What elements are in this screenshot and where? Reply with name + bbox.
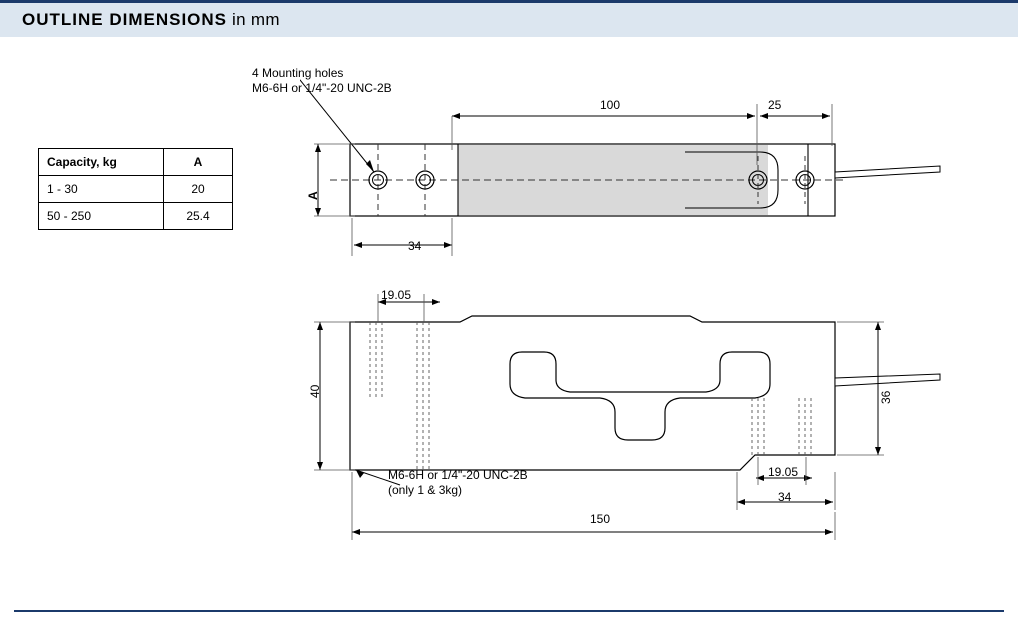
- section-header-bar: [0, 0, 1018, 37]
- cell-a-1: 20: [164, 176, 233, 203]
- dim-34-arrow-left: [354, 242, 362, 248]
- table-header-a: A: [164, 149, 233, 176]
- page-title: [22, 10, 280, 30]
- page-title-strong: OUTLINE DIMENSIONS: [22, 10, 228, 29]
- dim-1905-bottom-arrow-right: [804, 475, 812, 481]
- dim-36-arrow-top: [875, 322, 881, 330]
- table-header-row: [39, 149, 233, 176]
- dim-40-arrow-top: [317, 322, 323, 330]
- dim-1905-bottom-arrow-left: [756, 475, 764, 481]
- capacity-table: [38, 148, 233, 230]
- side-cable-outline: [835, 374, 940, 386]
- dim-label-150: 150: [590, 512, 611, 526]
- dim-40-arrow-bottom: [317, 462, 323, 470]
- top-view-svg: [300, 60, 1000, 280]
- top-view-drawing: [300, 60, 1000, 280]
- dim-36-arrow-bottom: [875, 447, 881, 455]
- dim-100-arrow-left: [452, 113, 460, 119]
- footer-divider: [14, 610, 1004, 612]
- cell-capacity-1: 1 - 30: [39, 176, 164, 203]
- dim-A-arrow-top: [315, 144, 321, 152]
- cell-a-2: 25.4: [164, 203, 233, 230]
- dim-150-arrow-right: [825, 529, 833, 535]
- dim-25-arrow-right: [822, 113, 830, 119]
- dim-label-34-bottom: 34: [778, 490, 792, 504]
- page-title-light: in mm: [227, 10, 280, 29]
- dim-label-36: 36: [879, 390, 893, 404]
- side-view-drawing: [300, 280, 1000, 550]
- dim-A-arrow-bottom: [315, 208, 321, 216]
- dim-25-arrow-left: [760, 113, 768, 119]
- callout-line-2: M6-6H or 1/4"-20 UNC-2B: [252, 81, 392, 95]
- dim-label-A: A: [306, 191, 320, 200]
- note-line-2: (only 1 & 3kg): [388, 483, 463, 497]
- dim-34-bottom-arrow-left: [737, 499, 745, 505]
- table-row: [39, 176, 233, 203]
- dim-1905-top-arrow-right: [432, 299, 440, 305]
- top-view-callout: [252, 66, 392, 96]
- callout-line-1: 4 Mounting holes: [252, 66, 344, 80]
- dim-label-25: 25: [768, 98, 782, 112]
- cable-outline: [835, 166, 940, 178]
- side-view-note: [388, 468, 528, 498]
- side-view-svg: [300, 280, 1000, 550]
- dim-label-100: 100: [600, 98, 621, 112]
- dim-34-bottom-arrow-right: [825, 499, 833, 505]
- dim-100-arrow-right: [747, 113, 755, 119]
- dim-34-arrow-right: [444, 242, 452, 248]
- dim-label-1905-top: 19.05: [381, 288, 412, 302]
- dim-150-arrow-left: [352, 529, 360, 535]
- table-row: [39, 203, 233, 230]
- dim-label-34-top: 34: [408, 239, 422, 253]
- cell-capacity-2: 50 - 250: [39, 203, 164, 230]
- note-line-1: M6-6H or 1/4"-20 UNC-2B: [388, 468, 528, 482]
- table-header-capacity: Capacity, kg: [39, 149, 164, 176]
- dim-label-1905-bottom: 19.05: [768, 465, 799, 479]
- dim-label-40: 40: [308, 384, 322, 398]
